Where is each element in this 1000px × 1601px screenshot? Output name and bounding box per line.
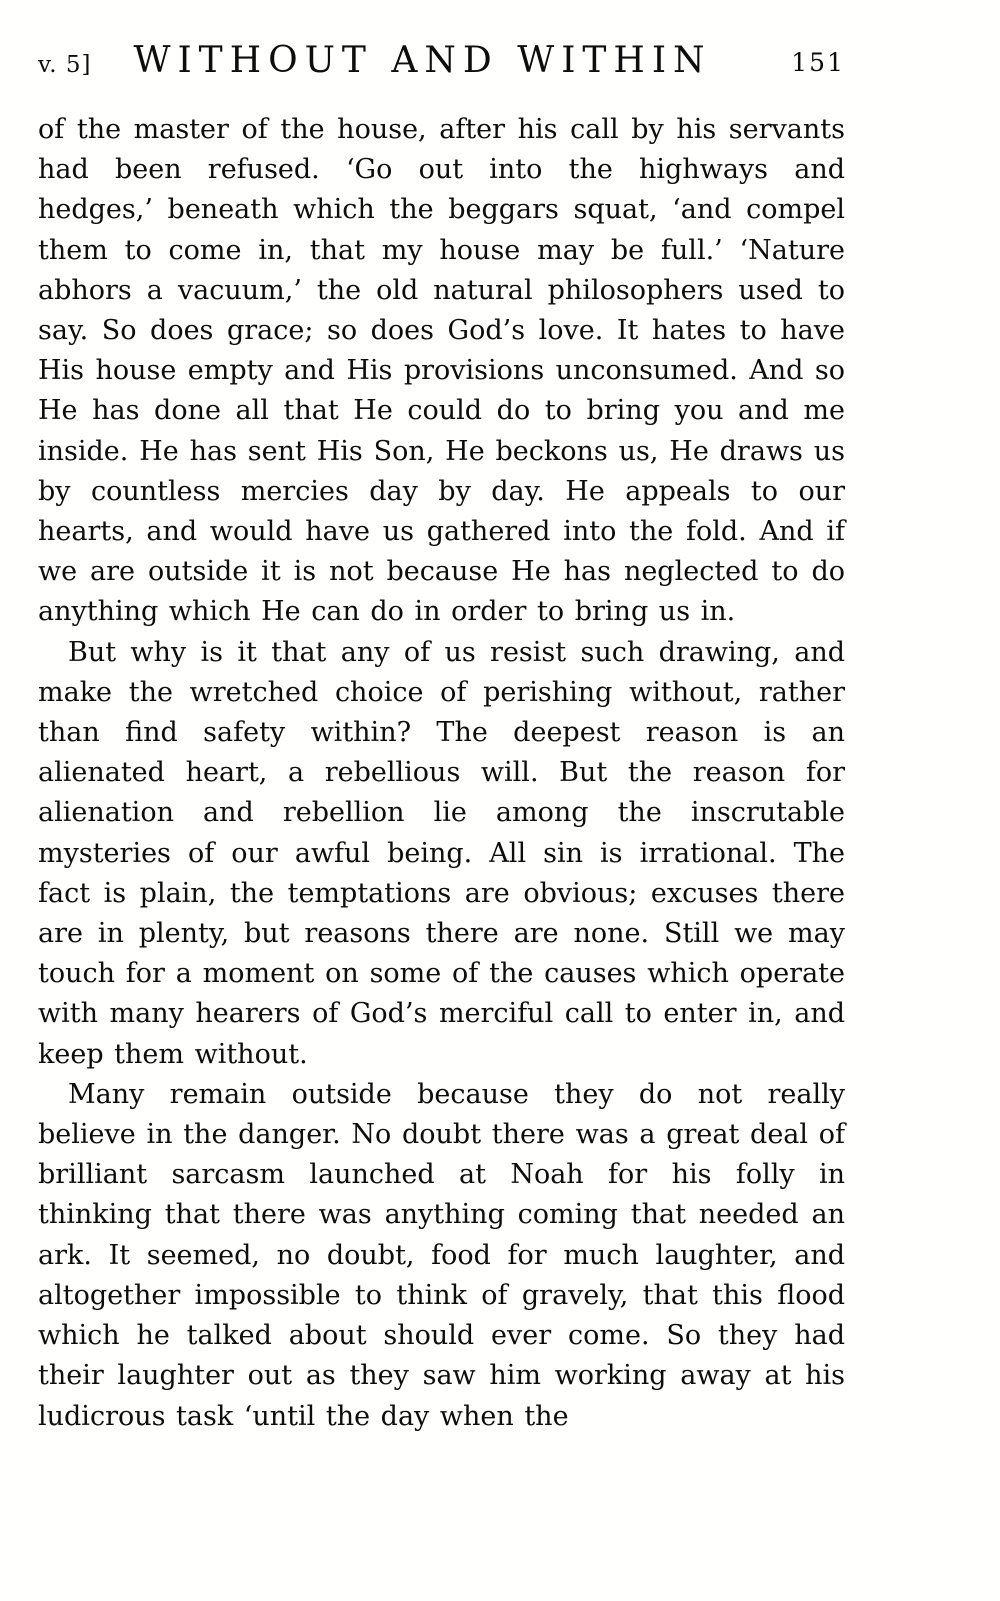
running-title: WITHOUT AND WITHIN — [133, 40, 712, 81]
paragraph: Many remain outside because they do not really believe in the danger. No doubt there was a great deal of brilliant sarcasm launched at Noah for his folly in thinking that there was anything coming that needed an ark. It seemed, no doubt, food for much laughter, and altogether impossible to think of gravely, that this flood which he talked about should ever come. So they had their laughter out as they saw him working away at his ludicrous task ‘until the day when the — [38, 1078, 845, 1432]
text-block — [0, 110, 845, 1437]
page-number: 151 — [791, 48, 845, 77]
verse-reference: v. 5] — [38, 52, 92, 78]
paragraph: But why is it that any of us resist such drawing, and make the wretched choice of perishing without, rather than find safety within? The deepest reason is an alienated heart, a rebellious will. But the reason for alienation and rebellion lie among the inscrutable mysteries of our awful being. All sin is irrational. The fact is plain, the temptations are obvious; excuses there are in plenty, but reasons there are none. Still we may touch for a moment on some of the causes which operate with many hearers of God’s merciful call to enter in, and keep them without. — [38, 636, 845, 1070]
page-header — [0, 40, 845, 92]
paragraph: of the master of the house, after his call by his servants had been refused. ‘Go out into the highways and hedges,’ beneath which the beggars squat, ‘and compel them to come in, that my house may be full.’ ‘Nature abhors a vacuum,’ the old natural philosophers used to say. So does grace; so does God’s love. It hates to have His house empty and His provisions unconsumed. And so He has done all that He could do to bring you and me inside. He has sent His Son, He beckons us, He draws us by countless mercies day by day. He appeals to our hearts, and would have us gathered into the fold. And if we are outside it is not because He has neglected to do anything which He can do in order to bring us in. — [38, 114, 845, 628]
